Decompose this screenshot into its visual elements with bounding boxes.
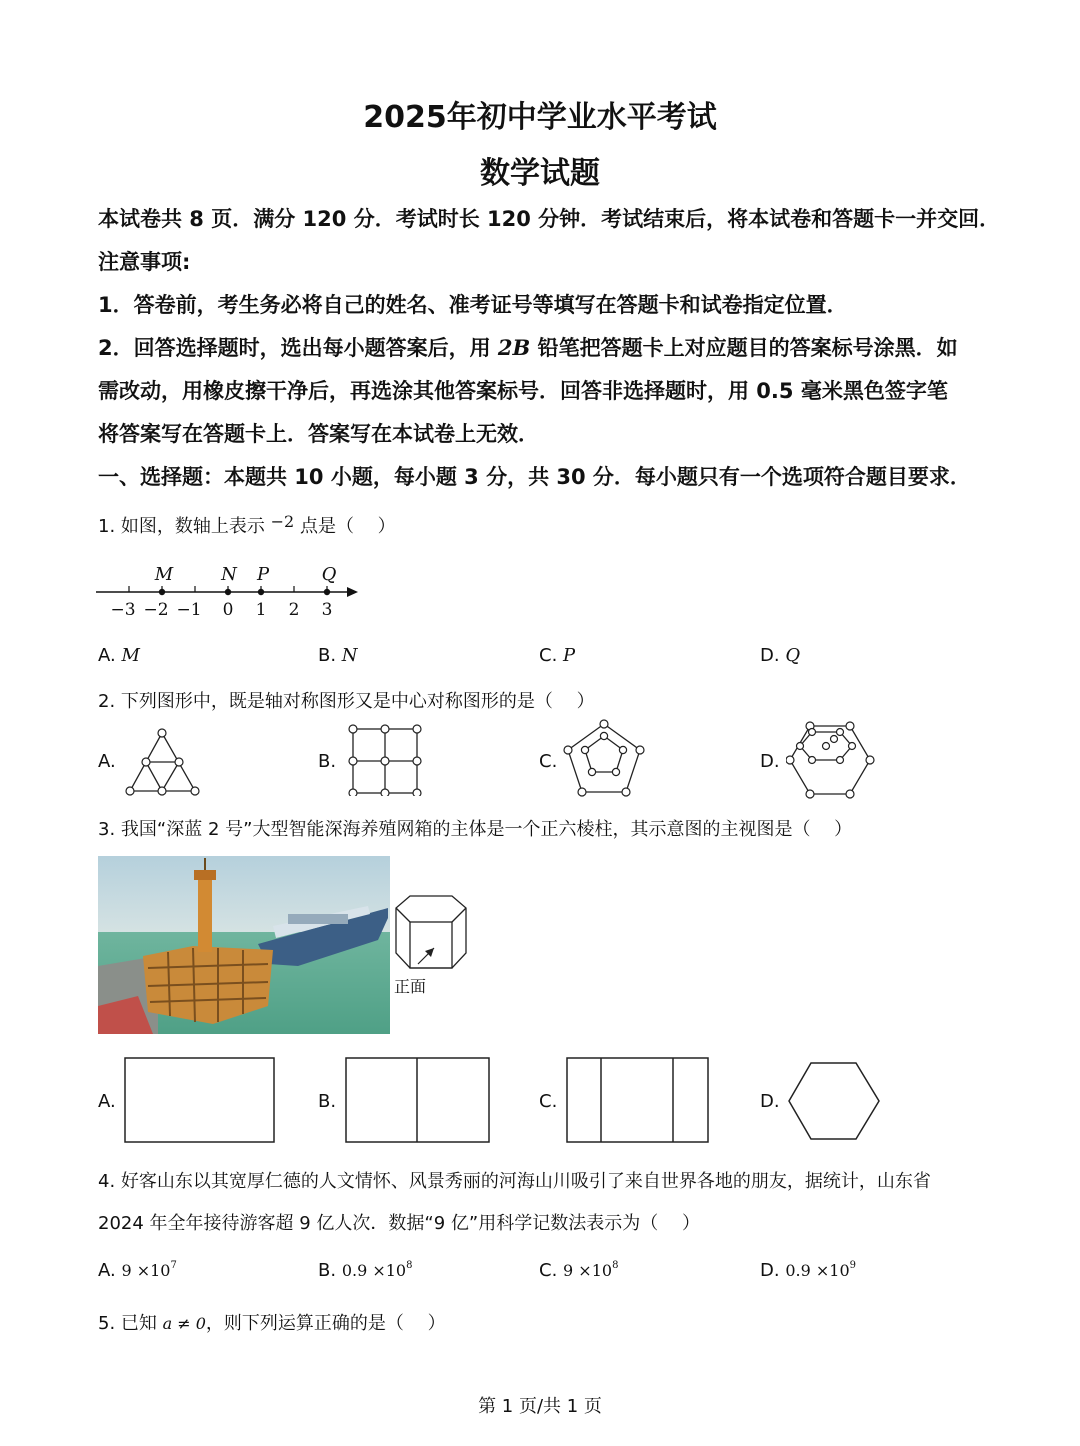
q1-option-c[interactable]: C. P: [539, 645, 576, 666]
question-4-stem-line-1: 4. 好客山东以其宽厚仁德的人文情怀、风景秀丽的河海山川吸引了来自世界各地的朋友，据统计，山东省: [98, 1171, 931, 1192]
q3-figure-a-rectangle[interactable]: [123, 1056, 277, 1146]
tick-label: 2: [288, 600, 300, 620]
point-label-m: M: [154, 564, 174, 585]
tick-label: −1: [176, 600, 202, 620]
question-4-stem-line-2: 2024 年全年接待游客超 9 亿人次．数据“9 亿”用科学记数法表示为（ ）: [98, 1213, 700, 1234]
q2-figure-d-hexagon[interactable]: [786, 718, 878, 802]
q3-figure-d-hexagon[interactable]: [786, 1060, 882, 1142]
q3-figure-c-three-panels[interactable]: [565, 1056, 711, 1146]
q4-option-c[interactable]: C. $9 \times 10^8$: [539, 1260, 619, 1281]
note-2-line-2: 需改动，用橡皮擦干净后，再选涂其他答案标号．回答非选择题时，用 0.5 毫米黑色签字笔: [98, 379, 948, 403]
front-face-label: 正面: [394, 977, 427, 996]
note-1: 1．答卷前，考生务必将自己的姓名、准考证号等填写在答题卡和试卷指定位置．: [98, 293, 848, 317]
tick-label: 1: [255, 600, 267, 620]
pencil-grade: 2B: [497, 335, 531, 360]
question-5-stem: 5. 已知 a ≠ 0，则下列运算正确的是（ ）: [98, 1313, 446, 1334]
tick-label: −2: [143, 600, 169, 620]
question-3-stem: 3. 我国“深蓝 2 号”大型智能深海养殖网箱的主体是一个正六棱柱，其示意图的主视图是（ ）: [98, 819, 853, 840]
intro-line: 本试卷共 8 页．满分 120 分．考试时长 120 分钟．考试结束后，将本试卷和答题卡一并交回．: [98, 207, 1001, 231]
point-n-dot: [225, 589, 231, 595]
q2-option-d-label[interactable]: D.: [760, 751, 780, 772]
point-label-n: N: [221, 564, 237, 585]
page-footer: 第 1 页/共 1 页: [478, 1396, 602, 1417]
q2-figure-c-pentagon[interactable]: [562, 716, 650, 800]
exam-title: 2025年初中学业水平考试: [363, 100, 717, 135]
q2-option-b-label[interactable]: B.: [318, 751, 337, 772]
tick-label: −3: [110, 600, 136, 620]
q3-option-d-label[interactable]: D.: [760, 1091, 780, 1112]
point-q-dot: [324, 589, 330, 595]
note-2-line-3: 将答案写在答题卡上．答案写在本试卷上无效．: [98, 422, 539, 446]
q3-figure-b-two-panels[interactable]: [344, 1056, 492, 1146]
question-2-stem: 2. 下列图形中，既是轴对称图形又是中心对称图形的是（ ）: [98, 691, 595, 712]
hexagonal-prism-sketch: [388, 888, 484, 1000]
q2-figure-a-triangle[interactable]: [120, 722, 210, 796]
q4-option-b[interactable]: B. $0.9 \times 10^8$: [318, 1260, 413, 1281]
q3-option-a-label[interactable]: A.: [98, 1091, 116, 1112]
q4-option-a[interactable]: A. $9 \times 10^7$: [98, 1260, 177, 1281]
number-line: [90, 558, 370, 624]
point-p-dot: [258, 589, 264, 595]
section-heading: 一、选择题：本题共 10 小题，每小题 3 分，共 30 分．每小题只有一个选项符合题目要求．: [98, 465, 971, 489]
exam-subtitle: 数学试题: [480, 156, 600, 191]
point-label-p: P: [256, 564, 270, 585]
tick-label: 3: [321, 600, 333, 620]
q4-option-d[interactable]: D. $0.9 \times 10^9$: [760, 1260, 856, 1281]
point-label-q: Q: [321, 564, 337, 585]
point-m-dot: [159, 589, 165, 595]
tick-label: 0: [222, 600, 234, 620]
q3-option-c-label[interactable]: C.: [539, 1091, 558, 1112]
photo-illustration: [98, 856, 390, 1034]
q2-figure-b-grid[interactable]: [344, 722, 424, 796]
deep-blue-2-photo: [98, 856, 390, 1034]
q1-option-d[interactable]: D. Q: [760, 645, 801, 666]
q1-option-b[interactable]: B. N: [318, 645, 358, 666]
question-1-stem: 1. 如图，数轴上表示 −2 点是（ ）: [98, 512, 396, 537]
q2-option-a-label[interactable]: A.: [98, 751, 116, 772]
q2-option-c-label[interactable]: C.: [539, 751, 558, 772]
note-2-line-1: 2．回答选择题时，选出每小题答案后，用 2B 铅笔把答题卡上对应题目的答案标号涂黑．如: [98, 335, 958, 360]
q1-option-a[interactable]: A. M: [98, 645, 140, 666]
q3-option-b-label[interactable]: B.: [318, 1091, 337, 1112]
notice-title: 注意事项:: [98, 250, 191, 274]
